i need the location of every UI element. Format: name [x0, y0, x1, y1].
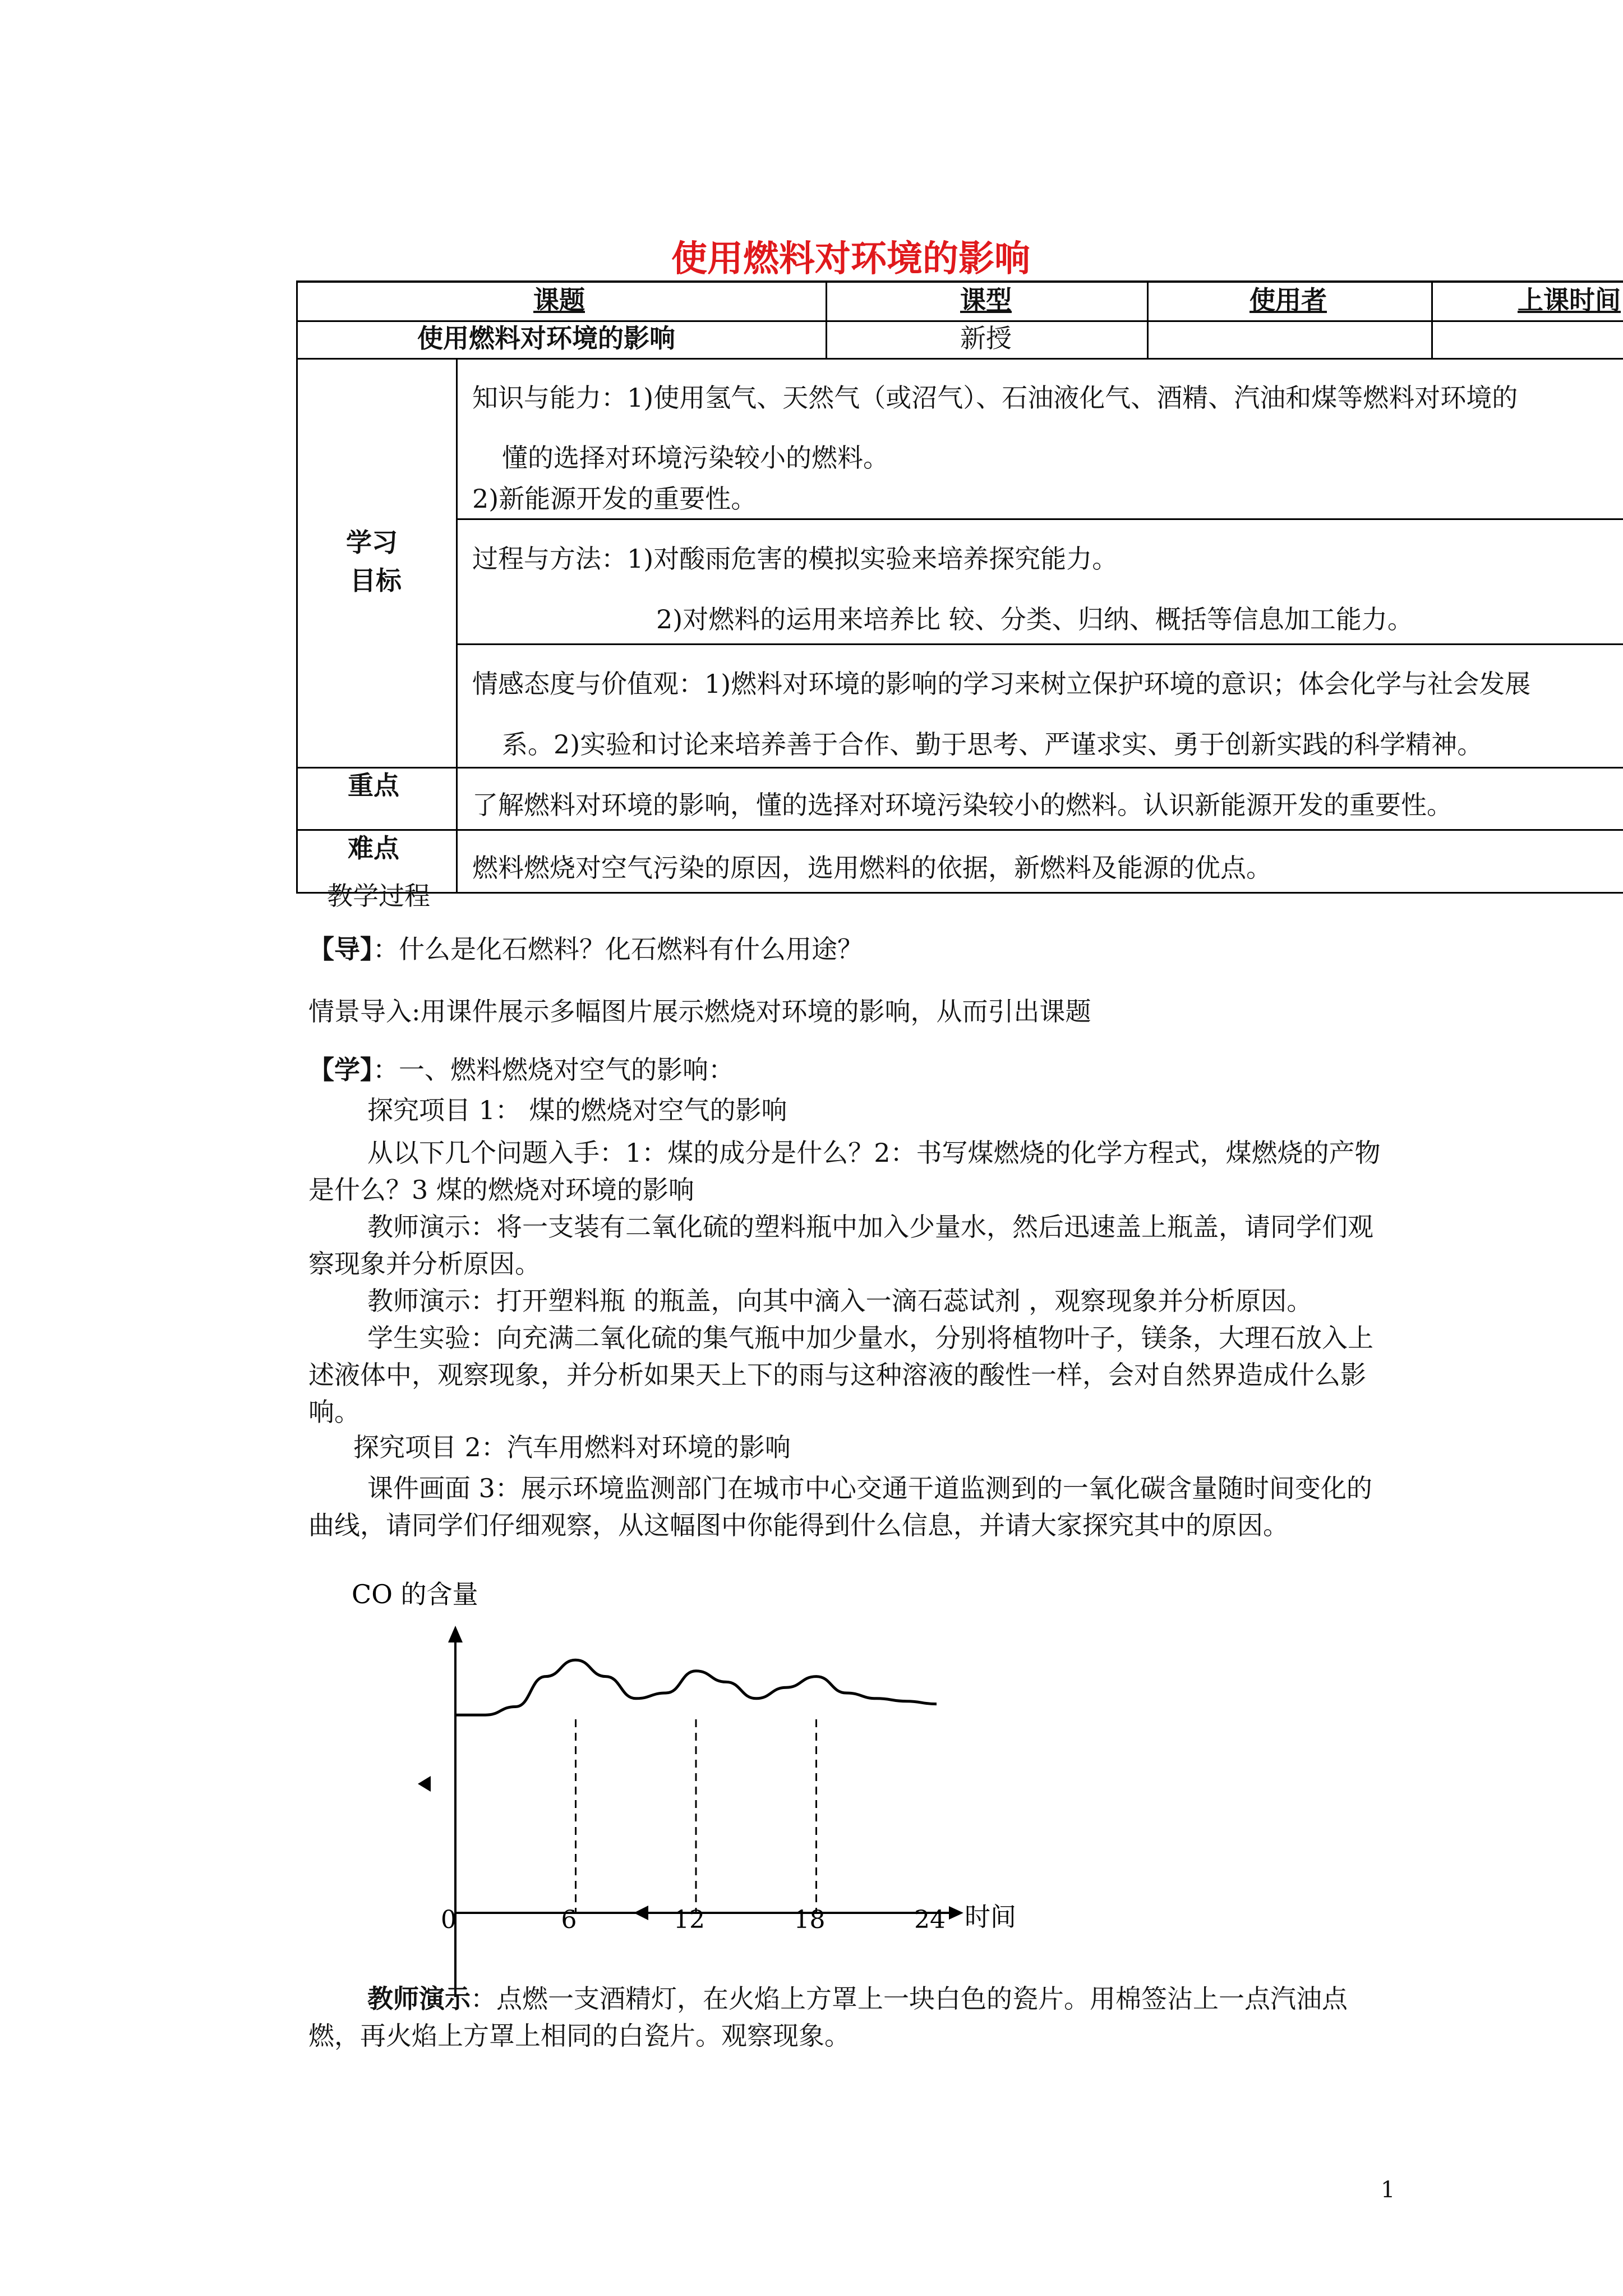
learn-tag: 【学】: [308, 1055, 373, 1085]
paragraph-2: 教师演示：将一支装有二氧化硫的塑料瓶中加入少量水，然后迅速盖上瓶盖，请同学们观察现象并分析原因。: [308, 1212, 1373, 1279]
objectives-label-1: 学习: [346, 527, 398, 558]
header-topic: 课题: [533, 285, 585, 315]
co-content-chart: [336, 1571, 1066, 2008]
chart-x-axis-arrow: [949, 1906, 963, 1920]
lesson-type-value: 新授: [960, 323, 1012, 353]
chart-x-tick-18: 18: [794, 1906, 826, 1934]
table-col-divider-d: [1431, 280, 1433, 360]
header-class-time: 上课时间: [1518, 285, 1621, 315]
chart-stray-arrow-left: [418, 1776, 431, 1792]
demo-tag: 教师演示: [367, 1984, 471, 2014]
table-col-divider-a: [456, 358, 458, 894]
paragraph-demo: [308, 1980, 1394, 2054]
table-col-divider-c: [1147, 280, 1149, 360]
demo-text: ：点燃一支酒精灯，在火焰上方罩上一块白色的瓷片。用棉签沾上一点汽油点燃，再火焰上方罩上相同的白瓷片。观察现象。: [308, 1984, 1348, 2051]
chart-stray-arrow-mid: [634, 1906, 648, 1920]
chart-x-tick-6: 6: [561, 1906, 577, 1934]
key-point-label: 重点: [348, 770, 399, 800]
chart-xlabel: 时间: [965, 1902, 1016, 1932]
header-user: 使用者: [1249, 285, 1327, 315]
difficulty-text: 燃料燃烧对空气污染的原因，选用燃料的依据，新燃料及能源的优点。: [472, 853, 1272, 883]
paragraph-5: 课件画面 3：展示环境监测部门在城市中心交通干道监测到的一氧化碳含量随时间变化的曲线，请同学们仔细观察，从这幅图中你能得到什么信息，并请大家探究其中的原因。: [308, 1473, 1372, 1540]
knowledge-text-2: 懂的选择对环境污染较小的燃料。: [502, 443, 889, 473]
paragraph-1: 从以下几个问题入手：1：煤的成分是什么？2：书写煤燃烧的化学方程式，煤燃烧的产物是什么？3 煤的燃烧对环境的影响: [308, 1138, 1381, 1205]
objectives-label-2: 目标: [350, 565, 402, 596]
table-row-divider-2: [296, 358, 1623, 360]
chart-x-tick-12: 12: [674, 1906, 705, 1934]
table-border-left: [296, 280, 298, 894]
guide-line: [308, 934, 863, 965]
paragraph-3: 教师演示：打开塑料瓶 的瓶盖，向其中滴入一滴石蕊试剂 ，观察现象并分析原因。: [367, 1286, 1313, 1316]
table-row-divider-4: [296, 829, 1623, 831]
process-text-2: 2)对燃料的运用来培养比 较、分类、归纳、概括等信息加工能力。: [656, 604, 1413, 634]
chart-series-line: [455, 1660, 937, 1715]
objectives-divider-2: [456, 643, 1623, 645]
document-title: 使用燃料对环境的影响: [671, 238, 1030, 280]
learn-line: [308, 1055, 734, 1085]
chart-x-tick-24: 24: [914, 1906, 946, 1934]
knowledge-text-1: 知识与能力：1)使用氢气、天然气（或沼气）、石油液化气、酒精、汽油和煤等燃料对环境的: [472, 383, 1518, 413]
process-text-1: 过程与方法：1)对酸雨危害的模拟实验来培养探究能力。: [472, 544, 1118, 574]
guide-tag: 【导】: [308, 934, 373, 964]
process-heading: 教学过程: [327, 881, 430, 911]
paragraph-4: 学生实验：向充满二氧化硫的集气瓶中加少量水，分别将植物叶子，镁条，大理石放入上述液体中，观察现象，并分析如果天上下的雨与这种溶液的酸性一样，会对自然界造成什么影响。: [308, 1323, 1373, 1427]
key-point-text: 了解燃料对环境的影响，懂的选择对环境污染较小的燃料。认识新能源开发的重要性。: [472, 790, 1453, 820]
knowledge-text-3: 2)新能源开发的重要性。: [472, 484, 757, 514]
chart-x-tick-0: 0: [441, 1906, 457, 1934]
project2-heading: 探究项目 2：汽车用燃料对环境的影响: [353, 1432, 791, 1462]
guide-text: ：什么是化石燃料？化石燃料有什么用途？: [373, 934, 863, 964]
table-col-divider-b: [826, 280, 827, 360]
chart-y-axis-arrow: [448, 1626, 463, 1642]
header-lesson-type: 课型: [960, 285, 1012, 315]
difficulty-label: 难点: [348, 833, 399, 863]
chart-ylabel: CO 的含量: [352, 1579, 478, 1609]
table-border-bottom: [296, 892, 1623, 894]
topic-value: 使用燃料对环境的影响: [417, 323, 675, 353]
project1-heading: 探究项目 1： 煤的燃烧对空气的影响: [367, 1095, 787, 1125]
table-border-top: [296, 280, 1623, 283]
scene-intro: 情景导入:用课件展示多幅图片展示燃烧对环境的影响，从而引出课题: [308, 996, 1091, 1027]
learn-text: ：一、燃料燃烧对空气的影响：: [373, 1055, 734, 1085]
page-number: 1: [1381, 2177, 1395, 2203]
emotion-text-1: 情感态度与价值观：1)燃料对环境的影响的学习来树立保护环境的意识；体会化学与社会发展: [472, 669, 1531, 699]
objectives-divider-1: [456, 518, 1623, 520]
table-row-divider-1: [296, 320, 1623, 322]
table-row-divider-3: [296, 767, 1623, 769]
emotion-text-2: 系。2)实验和讨论来培养善于合作、勤于思考、严谨求实、勇于创新实践的科学精神。: [502, 729, 1483, 760]
